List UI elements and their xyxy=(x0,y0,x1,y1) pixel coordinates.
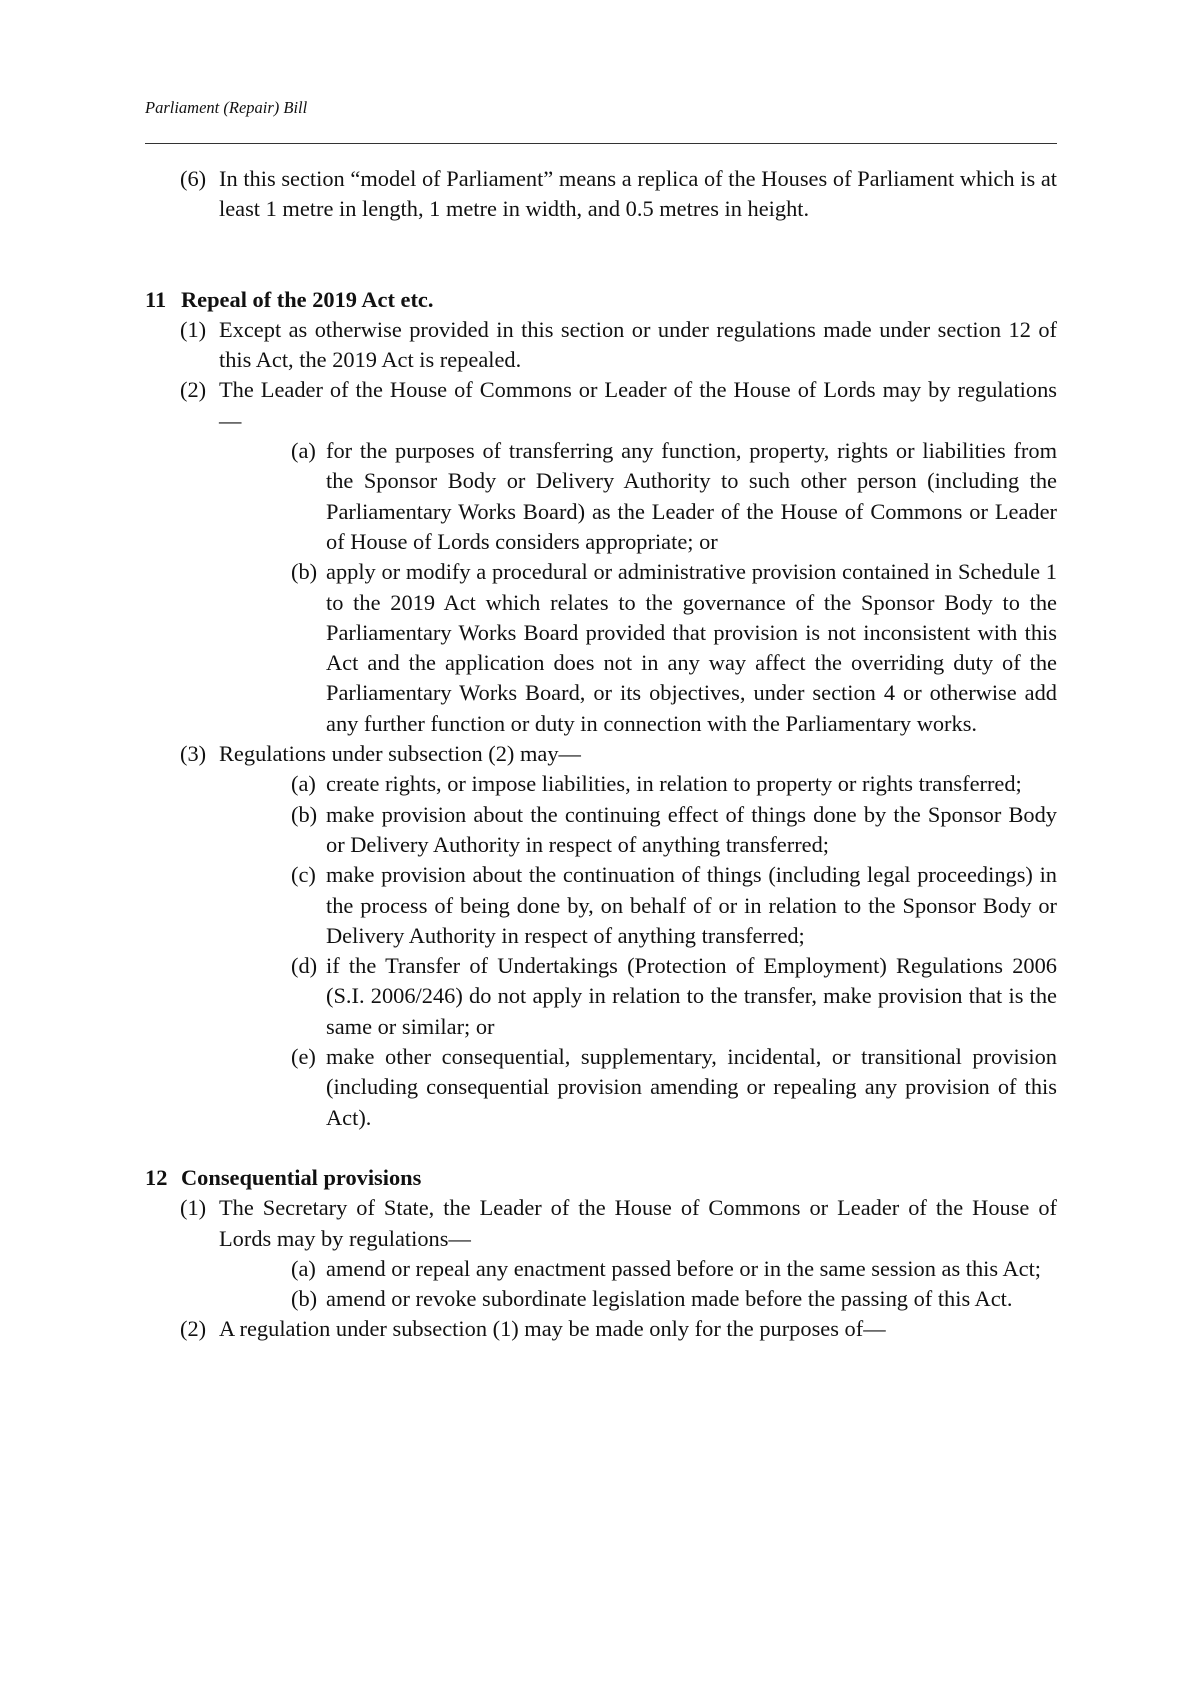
bill-body xyxy=(145,164,1057,1345)
running-header: Parliament (Repair) Bill xyxy=(145,98,308,117)
paragraph-11-3-b xyxy=(145,800,1057,861)
paragraph-letter: (d) xyxy=(291,953,318,979)
paragraph-letter: (a) xyxy=(291,771,316,797)
paragraph-11-3-e xyxy=(145,1042,1057,1133)
paragraph-letter: (a) xyxy=(291,438,316,464)
subsection-11-1 xyxy=(145,315,1057,376)
paragraph-11-2-b xyxy=(145,557,1057,739)
paragraph-letter: (e) xyxy=(291,1044,316,1070)
section-number: 12 xyxy=(145,1164,168,1190)
subsection-text: In this section “model of Parliament” means a replica of the Houses of Parliament which is at least 1 metre in length, 1 metre in width, and 0.5 metres in height. xyxy=(219,166,1057,222)
paragraph-text: apply or modify a procedural or administrative provision contained in Schedule 1 to the 2019 Act which relates to the governance of the Sponsor Body to the Parliamentary Works Board provided that provision is not inconsistent with this Act and the application does not in any way affect the overriding duty of the Parliamentary Works Board, or its objectives, under section 4 or otherwise add any further function or duty in connection with the Parliamentary works. xyxy=(326,559,1057,736)
paragraph-text: if the Transfer of Undertakings (Protection of Employment) Regulations 2006 (S.I. 2006/246) do not apply in relation to the transfer, make provision that is the same or similar; or xyxy=(326,953,1057,1039)
paragraph-text: amend or repeal any enactment passed before or in the same session as this Act; xyxy=(326,1255,1042,1281)
paragraph-text: make provision about the continuing effect of things done by the Sponsor Body or Delivery Authority in respect of anything transferred; xyxy=(326,801,1057,857)
subsection-12-2 xyxy=(145,1314,1057,1344)
paragraph-text: for the purposes of transferring any function, property, rights or liabilities from the Sponsor Body or Delivery Authority to such other person (including the Parliamentary Works Board) as the Leader of the House of Commons or Leader of House of Lords considers appropriate; or xyxy=(326,438,1057,554)
subsection-10-6 xyxy=(145,164,1057,225)
subsection-text: The Secretary of State, the Leader of the House of Commons or Leader of the House of Lords may by regulations— xyxy=(219,1195,1057,1251)
subsection-text: Except as otherwise provided in this section or under regulations made under section 12 of this Act, the 2019 Act is repealed. xyxy=(219,316,1057,373)
subsection-text: Regulations under subsection (2) may— xyxy=(219,741,581,767)
paragraph-letter: (b) xyxy=(291,1286,318,1312)
paragraph-letter: (b) xyxy=(291,559,318,585)
paragraph-12-1-b xyxy=(145,1284,1057,1314)
paragraph-letter: (a) xyxy=(291,1255,316,1281)
paragraph-11-3-a xyxy=(145,769,1057,799)
paragraph-12-1-a xyxy=(145,1254,1057,1284)
subsection-number: (3) xyxy=(180,741,207,767)
paragraph-11-2-a xyxy=(145,436,1057,557)
subsection-number: (2) xyxy=(180,1316,207,1342)
paragraph-text: make other consequential, supplementary, incidental, or transitional provision (including consequential provision amending or repealing any provision of this Act). xyxy=(326,1044,1057,1130)
header-rule xyxy=(145,143,1057,144)
paragraph-11-3-d xyxy=(145,951,1057,1042)
subsection-number: (2) xyxy=(180,377,207,403)
subsection-11-3 xyxy=(145,739,1057,769)
paragraph-letter: (b) xyxy=(291,801,318,827)
subsection-number: (1) xyxy=(180,316,207,342)
section-number: 11 xyxy=(145,286,167,312)
subsection-11-2 xyxy=(145,375,1057,436)
section-title: Consequential provisions xyxy=(181,1164,422,1190)
paragraph-letter: (c) xyxy=(291,862,316,888)
section-title: Repeal of the 2019 Act etc. xyxy=(181,286,434,312)
paragraph-text: amend or revoke subordinate legislation made before the passing of this Act. xyxy=(326,1286,1013,1312)
subsection-text: A regulation under subsection (1) may be made only for the purposes of— xyxy=(219,1316,886,1342)
subsection-number: (6) xyxy=(180,166,207,191)
paragraph-text: make provision about the continuation of things (including legal proceedings) in the process of being done by, on behalf of or in relation to the Sponsor Body or Delivery Authority in respect of anything transferred; xyxy=(326,862,1057,948)
section-12-heading xyxy=(145,1163,1057,1193)
paragraph-text: create rights, or impose liabilities, in relation to property or rights transferred; xyxy=(326,771,1022,797)
subsection-number: (1) xyxy=(180,1195,207,1221)
paragraph-11-3-c xyxy=(145,860,1057,951)
subsection-text: The Leader of the House of Commons or Leader of the House of Lords may by regulations— xyxy=(219,377,1057,433)
section-11-heading xyxy=(145,285,1057,315)
subsection-12-1 xyxy=(145,1193,1057,1254)
